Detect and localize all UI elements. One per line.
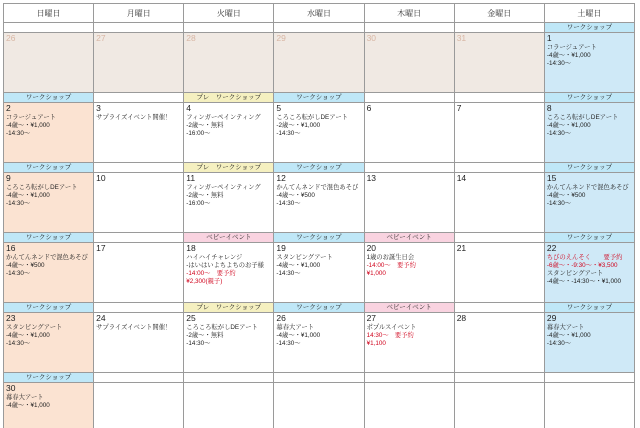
day-event-line: -2歳〜・¥1,000 <box>276 122 321 129</box>
weekday-header-4: 木曜日 <box>364 4 454 23</box>
calendar-day-cell[interactable] <box>274 173 364 233</box>
event-banner: ワークショップ <box>544 93 634 103</box>
day-event-line: -14:00〜 要予約 <box>186 270 236 277</box>
weekday-header-2: 火曜日 <box>184 4 274 23</box>
day-number: 1 <box>546 33 552 43</box>
day-event-line: -14:00〜 要予約 <box>366 262 416 269</box>
calendar-day-cell[interactable] <box>274 33 364 93</box>
day-event-line: -4歳〜・¥1,000 <box>546 122 591 129</box>
day-event-line: -14:30〜 <box>6 200 31 207</box>
day-number: 12 <box>276 173 286 183</box>
event-banner-row <box>4 373 635 383</box>
day-event-line: -4歳〜・¥500 <box>276 192 315 199</box>
event-banner: ベビーイベント <box>364 303 454 313</box>
day-number: 19 <box>276 243 286 253</box>
day-number: 25 <box>186 313 196 323</box>
event-banner <box>454 23 544 33</box>
day-number: 27 <box>366 313 377 323</box>
day-event-line: -2歳〜・無料 <box>186 332 224 339</box>
event-banner: ワークショップ <box>544 163 634 173</box>
day-event-line: 14:30〜 要予約 <box>366 332 414 339</box>
calendar-day-cell[interactable] <box>94 313 184 373</box>
day-event-line: -16:00〜 <box>186 130 211 137</box>
day-number: 22 <box>546 243 557 253</box>
event-banner: プレ ワークショップ <box>184 303 274 313</box>
event-banner <box>274 373 364 383</box>
day-event-line: -14:30〜 <box>6 340 31 347</box>
calendar-day-cell[interactable] <box>454 173 544 233</box>
day-number: 27 <box>96 33 106 43</box>
day-event-line: -4歳〜・¥1,000 <box>546 52 591 59</box>
day-event-line: -14:30〜 <box>6 270 31 277</box>
day-number: 6 <box>366 103 372 113</box>
day-event-line: フィンガーペインティング <box>186 184 261 191</box>
day-event-line: ころころ転がしDEアート <box>546 114 619 121</box>
calendar-day-cell[interactable] <box>274 103 364 163</box>
day-number: 3 <box>96 103 101 113</box>
calendar-week-row <box>4 103 635 163</box>
day-number: 29 <box>546 313 557 323</box>
day-number: 23 <box>6 313 16 323</box>
day-event-line: ハイハイチャレンジ <box>186 254 243 261</box>
calendar-day-cell[interactable] <box>274 313 364 373</box>
day-number: 4 <box>186 103 192 113</box>
day-event-line: スタンピングアート <box>6 324 63 331</box>
calendar-day-cell[interactable] <box>94 383 184 428</box>
day-event-line: -4歳〜・¥1,000 <box>6 192 50 199</box>
day-event-line: -14:30〜 <box>276 340 301 347</box>
day-event-line: 幕春大アート <box>546 324 585 331</box>
day-event-line: ¥1,000 <box>366 270 386 277</box>
day-event-line: ポプルスイベント <box>366 324 417 331</box>
event-banner-row <box>4 233 635 243</box>
weekday-header-6: 土曜日 <box>544 4 634 23</box>
calendar-day-cell[interactable] <box>544 103 634 163</box>
calendar-day-cell[interactable] <box>364 243 454 303</box>
calendar-day-cell[interactable] <box>544 33 634 93</box>
calendar-day-cell[interactable] <box>184 313 274 373</box>
event-banner <box>454 233 544 243</box>
day-event-line: -2歳〜・無料 <box>186 122 224 129</box>
weekday-header-1: 月曜日 <box>94 4 184 23</box>
calendar-day-cell[interactable] <box>94 33 184 93</box>
calendar-day-cell[interactable] <box>94 243 184 303</box>
day-event-line: -4歳〜・-14:30〜・¥1,000 <box>546 278 622 285</box>
day-number: 21 <box>456 243 467 253</box>
day-event-line: スタンピングアート <box>546 270 604 277</box>
day-number: 2 <box>6 103 11 113</box>
calendar-day-cell[interactable] <box>454 243 544 303</box>
event-banner: ワークショップ <box>4 233 94 243</box>
event-banner <box>454 163 544 173</box>
day-event-line: -14:30〜 <box>546 130 571 137</box>
day-event-line: -6歳〜・-9:30〜・¥3,500 <box>546 262 618 269</box>
day-number: 13 <box>366 173 377 183</box>
day-number: 30 <box>366 33 377 43</box>
event-banner: ワークショップ <box>4 373 94 383</box>
event-banner: プレ ワークショップ <box>184 163 274 173</box>
calendar-day-cell[interactable] <box>4 243 94 303</box>
event-banner: ワークショップ <box>4 303 94 313</box>
calendar-day-cell[interactable] <box>4 103 94 163</box>
calendar-day-cell[interactable] <box>4 33 94 93</box>
event-banner: ベビーイベント <box>364 233 454 243</box>
day-event-line: -4歳〜・¥500 <box>546 192 586 199</box>
day-event-line: -14:30〜 <box>276 130 301 137</box>
calendar-day-cell[interactable] <box>184 33 274 93</box>
day-event-line: かんてんネンドで混色あそび <box>6 254 88 261</box>
day-event-line: -4歳〜・¥1,000 <box>276 332 321 339</box>
calendar-day-cell[interactable] <box>184 383 274 428</box>
day-number: 10 <box>96 173 106 183</box>
calendar-table <box>3 3 635 428</box>
event-banner: ベビーイベント <box>184 233 274 243</box>
day-number: 20 <box>366 243 377 253</box>
day-event-line: 幕春大アート <box>276 324 315 331</box>
event-banner: ワークショップ <box>4 163 94 173</box>
day-number: 29 <box>276 33 286 43</box>
weekday-header-3: 水曜日 <box>274 4 364 23</box>
day-event-line: -4歳〜・¥500 <box>6 262 45 269</box>
calendar-week-row <box>4 383 635 428</box>
event-banner: ワークショップ <box>274 303 364 313</box>
event-banner <box>544 373 634 383</box>
event-banner <box>274 23 364 33</box>
day-event-line: ころころ転がしDEアート <box>6 184 78 191</box>
day-event-line: -14:30〜 <box>546 340 571 347</box>
event-banner-row <box>4 303 635 313</box>
event-banner <box>184 23 274 33</box>
calendar-day-cell[interactable] <box>274 243 364 303</box>
event-banner <box>364 163 454 173</box>
event-banner <box>94 303 184 313</box>
day-event-line: ¥2,300(親子) <box>186 278 223 285</box>
day-event-line: -14:30〜 <box>276 200 301 207</box>
event-banner <box>364 373 454 383</box>
day-event-line: -4歳〜・¥1,000 <box>6 122 50 129</box>
day-event-line: -16:00〜 <box>186 200 211 207</box>
event-banner: ワークショップ <box>274 163 364 173</box>
calendar-day-cell[interactable] <box>274 383 364 428</box>
calendar-day-cell[interactable] <box>184 243 274 303</box>
event-banner <box>94 93 184 103</box>
day-event-line: サプライズイベント開催！ <box>96 114 172 121</box>
day-number: 7 <box>456 103 462 113</box>
day-event-line: -14:30〜 <box>546 200 571 207</box>
day-event-line: 1歳のお誕生日会 <box>366 254 415 261</box>
event-banner <box>454 93 544 103</box>
day-event-line: -14:30〜 <box>276 270 301 277</box>
event-banner <box>94 373 184 383</box>
calendar-day-cell[interactable] <box>544 243 634 303</box>
day-event-line: -4歳〜・¥1,000 <box>6 332 50 339</box>
day-event-line: -4歳〜・¥1,000 <box>546 332 591 339</box>
day-event-line: ちびのえんそく 要予約 <box>546 254 623 261</box>
event-banner <box>454 373 544 383</box>
weekday-header-row <box>4 4 635 23</box>
calendar-week-row <box>4 313 635 373</box>
calendar-day-cell[interactable] <box>454 33 544 93</box>
day-number: 26 <box>276 313 286 323</box>
day-event-line: -2歳〜・無料 <box>186 192 224 199</box>
event-banner-row <box>4 93 635 103</box>
day-event-line: フィンガーペインティング <box>186 114 261 121</box>
event-banner: ワークショップ <box>274 93 364 103</box>
calendar-day-cell[interactable] <box>94 173 184 233</box>
event-banner <box>184 373 274 383</box>
day-number: 9 <box>6 173 11 183</box>
day-number: 15 <box>546 173 557 183</box>
event-banner: ワークショップ <box>544 303 634 313</box>
calendar-day-cell[interactable] <box>454 103 544 163</box>
event-banner: ワークショップ <box>544 23 634 33</box>
event-banner <box>94 163 184 173</box>
calendar-day-cell[interactable] <box>364 103 454 163</box>
day-number: 8 <box>546 103 552 113</box>
calendar-day-cell[interactable] <box>364 173 454 233</box>
day-number: 18 <box>186 243 196 253</box>
calendar-day-cell[interactable] <box>544 173 634 233</box>
day-event-line: ころころ転がしDEアート <box>186 324 258 331</box>
event-banner-row <box>4 163 635 173</box>
calendar-day-cell[interactable] <box>544 313 634 373</box>
calendar-day-cell[interactable] <box>4 313 94 373</box>
event-banner <box>94 233 184 243</box>
day-event-line: 幕春大アート <box>6 394 44 401</box>
day-event-line: かんてんネンドで混色あそび <box>276 184 359 191</box>
day-number: 17 <box>96 243 106 253</box>
event-banner <box>94 23 184 33</box>
event-banner <box>4 23 94 33</box>
calendar-day-cell[interactable] <box>4 173 94 233</box>
event-banner: プレ ワークショップ <box>184 93 274 103</box>
weekday-header-0: 日曜日 <box>4 4 94 23</box>
event-banner-row <box>4 23 635 33</box>
day-event-line: -4歳〜・¥1,000 <box>6 402 50 409</box>
calendar-day-cell[interactable] <box>94 103 184 163</box>
day-number: 24 <box>96 313 106 323</box>
day-event-line: かんてんネンドで混色あそび <box>546 184 629 191</box>
day-event-line: -14:30〜 <box>6 130 31 137</box>
day-number: 31 <box>456 33 467 43</box>
event-banner: ワークショップ <box>4 93 94 103</box>
day-event-line: コラージュアート <box>6 114 56 121</box>
day-number: 28 <box>186 33 196 43</box>
calendar-week-row <box>4 243 635 303</box>
day-event-line: -14:30〜 <box>186 340 211 347</box>
day-number: 11 <box>186 173 196 183</box>
day-event-line: -14:30〜 <box>546 60 571 67</box>
day-event-line: サプライズイベント開催！ <box>96 324 172 331</box>
day-event-line: -4歳〜・¥1,000 <box>276 262 321 269</box>
calendar-day-cell[interactable] <box>454 313 544 373</box>
calendar-week-row <box>4 33 635 93</box>
event-banner <box>364 23 454 33</box>
calendar-day-cell[interactable] <box>184 103 274 163</box>
calendar-day-cell[interactable] <box>364 33 454 93</box>
day-event-line: -はいはいよちよちのお子様 <box>186 262 264 269</box>
calendar-day-cell[interactable] <box>364 313 454 373</box>
event-banner <box>364 93 454 103</box>
event-banner: ワークショップ <box>274 233 364 243</box>
event-banner: ワークショップ <box>544 233 634 243</box>
day-number: 5 <box>276 103 282 113</box>
day-number: 30 <box>6 383 16 393</box>
day-number: 28 <box>456 313 467 323</box>
day-number: 14 <box>456 173 467 183</box>
day-event-line: ころころ転がしDEアート <box>276 114 348 121</box>
calendar-day-cell[interactable] <box>364 383 454 428</box>
calendar-day-cell[interactable] <box>4 383 94 428</box>
day-number: 26 <box>6 33 16 43</box>
calendar-day-cell[interactable] <box>544 383 634 428</box>
calendar-day-cell[interactable] <box>184 173 274 233</box>
day-event-line: コラージュアート <box>546 44 597 51</box>
event-banner <box>454 303 544 313</box>
calendar-day-cell[interactable] <box>454 383 544 428</box>
day-event-line: スタンピングアート <box>276 254 333 261</box>
day-event-line: ¥1,100 <box>366 340 386 347</box>
day-number: 16 <box>6 243 16 253</box>
calendar-week-row <box>4 173 635 233</box>
weekday-header-5: 金曜日 <box>454 4 544 23</box>
